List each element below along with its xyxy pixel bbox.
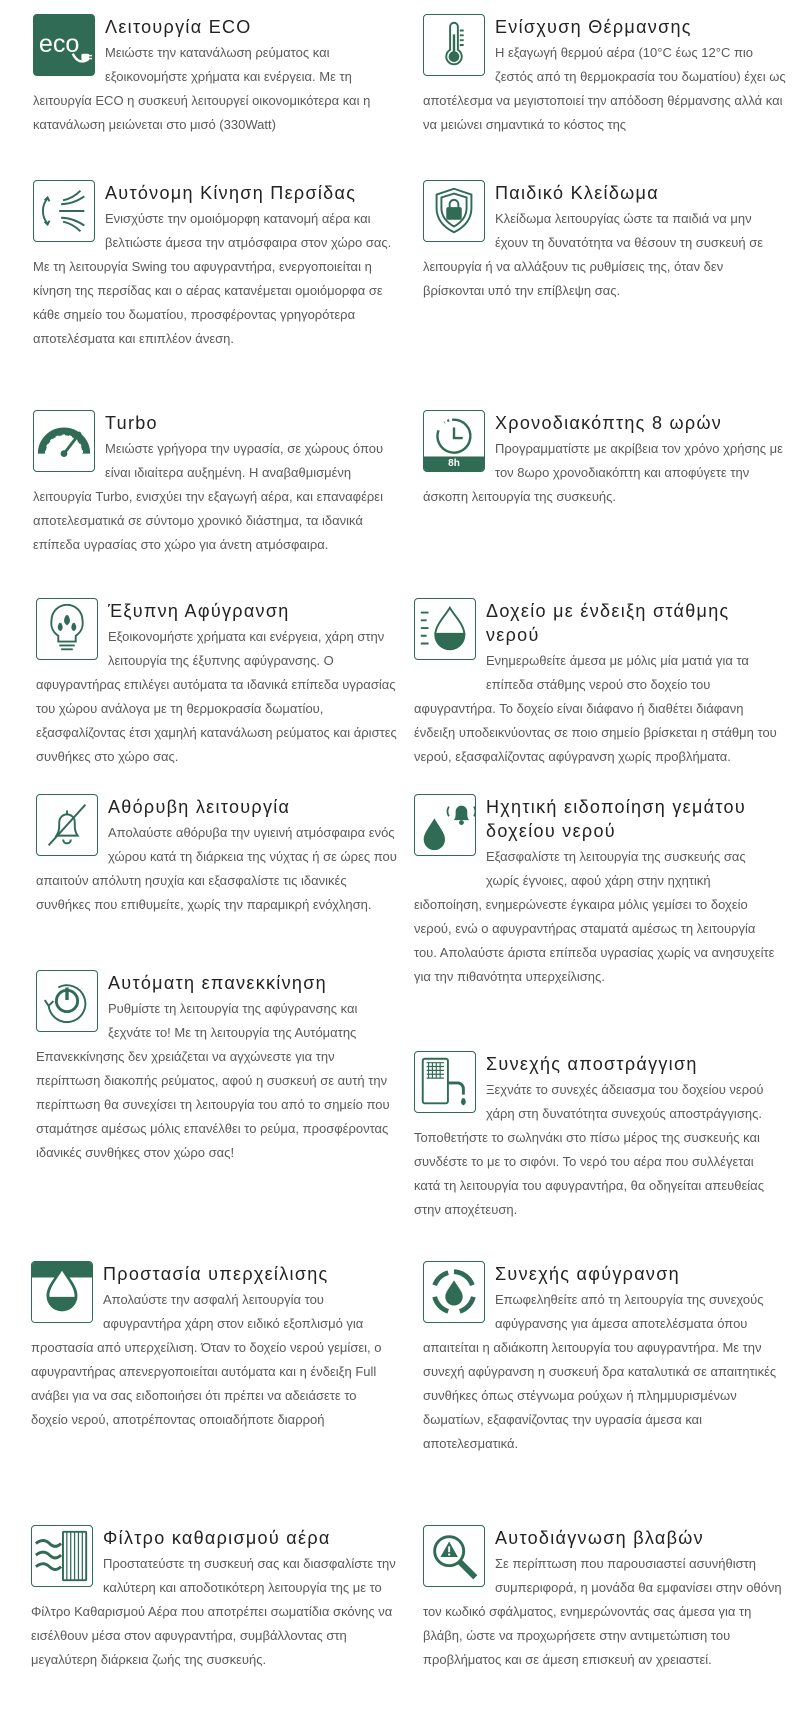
feature-description: Ρυθμίστε τη λειτουργία της αφύγρανσης και ξεχνάτε το! Με τη λειτουργία της Αυτόματης Επανεκκίνησης δεν χρειάζεται να αγχώνεστε για την περίπτωση διακοπής ρεύματος, αφού η συσκευή σε αυτή την περίπτωση θα συνεχίσει τη λειτουργία του από το σημείο που σταμάτησε αμέσως μόλις επανέλθει το ρεύμα, προσφέροντας ιδανικές συνθήκες στον χώρο σας! [36, 1001, 390, 1160]
thermometer-icon [423, 14, 485, 76]
power-restart-icon [36, 970, 98, 1032]
feature-title: Αυτόνομη Κίνηση Περσίδας [105, 183, 357, 203]
feature-title: Προστασία υπερχείλισης [103, 1264, 329, 1284]
feature-self-diagnosis [423, 1525, 788, 1672]
feature-eco [33, 14, 398, 137]
feature-title: Αυτόματη επανεκκίνηση [108, 973, 327, 993]
feature-water-level [414, 598, 779, 769]
feature-silent [36, 794, 401, 917]
feature-description: Μειώστε την κατανάλωση ρεύματος και εξοικονομήστε χρήματα και ενέργεια. Με τη λειτουργία ECO η συσκευή λειτουργεί οικονομικότερα και η κατανάλωση μειώνεται στο μισό (330Watt) [33, 45, 371, 132]
feature-title: Ηχητική ειδοποίηση γεμάτου δοχείου νερού [486, 797, 746, 841]
feature-description: Ενισχύστε την ομοιόμορφη κατανομή αέρα και βελτιώστε άμεσα την ατμόσφαιρα στον χώρο σας. Με τη λειτουργία Swing του αφυγραντήρα, ενεργοποιείται η κίνηση της περσίδας και ο αέρας κατανέμεται ομοιόμορφα σε κάθε σημείο του δωματίου, προσφέροντας γρηγορότερα αποτελέσματα και επιπλέον άνεση. [33, 211, 392, 346]
feature-swing [33, 180, 398, 351]
feature-continuous-dehumidification [423, 1261, 788, 1456]
feature-air-filter [31, 1525, 396, 1672]
feature-title: Αθόρυβη λειτουργία [108, 797, 291, 817]
feature-description: Κλείδωμα λειτουργίας ώστε τα παιδιά να μην έχουν τη δυνατότητα να θέσουν τη συσκευή σε λειτουργία ή να αλλάξουν τις ρυθμίσεις της, όταν δεν βρίσκονται υπό την επίβλεψη σας. [423, 211, 764, 298]
feature-timer [423, 410, 788, 509]
feature-description: Απολαύστε την ασφαλή λειτουργία του αφυγραντήρα χάρη στον ειδικό εξοπλισμό για προστασία από υπερχείλιση. Όταν το δοχείο νερού γεμίσει, ο αφυγραντήρας απενεργοποιείται αυτόματα και η ένδειξη Full ανάβει για να σας ειδοποιήσει ότι πρέπει να αδειάσετε το δοχείο νερού, αποτρέποντας οποιαδήποτε διαρροή [31, 1292, 382, 1427]
bell-off-icon [36, 794, 98, 856]
feature-overflow-protection [31, 1261, 396, 1432]
feature-title: Λειτουργία ECO [105, 17, 252, 37]
feature-description: Απολαύστε αθόρυβα την υγιεινή ατμόσφαιρα ενός χώρου κατά τη διάρκεια της νύχτας ή σε ώρες που απαιτούν απόλυτη ησυχία και εξασφαλίστε τις ιδανικές συνθήκες που επιθυμείτε, χωρίς την παραμικρή ενόχληση. [36, 825, 397, 912]
feature-description: Σε περίπτωση που παρουσιαστεί ασυνήθιστη συμπεριφορά, η μονάδα θα εμφανίσει στην οθόνη τον κωδικό σφάλματος, ενημερώνοντάς σας άμεσα για τη βλάβη, ώστε να προχωρήσετε στην αντιμετώπιση του προβλήματος και σε άμεση επισκευή αν χρειαστεί. [423, 1556, 782, 1667]
feature-description: Προστατεύστε τη συσκευή σας και διασφαλίστε την καλύτερη και αποδοτικότερη λειτουργία της με το Φίλτρο Καθαρισμού Αέρα που αποτρέπει σωματίδια σκόνης να εισέλθουν μέσα στον αφυγραντήρα, συμβάλλοντας στη μεγαλύτερη διάρκεια ζωής της συσκευής. [31, 1556, 396, 1667]
feature-heating-boost [423, 14, 788, 137]
feature-description: Επωφεληθείτε από τη λειτουργία της συνεχούς αφύγρανσης για άμεσα αποτελέσματα όπου απαιτείται η αδιάκοπη λειτουργία του αφυγραντήρα. Με την συνεχή αφύγρανση η συσκευή δρα καταλυτικά σε απαιτητικές συνθήκες όπως στέγνωμα ρούχων ή πλημμυρισμένων δωματίων, εξαφανίζοντας την υγρασία άμεσα και αποτελεσματικά. [423, 1292, 777, 1451]
feature-title: Παιδικό Κλείδωμα [495, 183, 659, 203]
feature-title: Έξυπνη Αφύγρανση [108, 601, 290, 621]
feature-title: Φίλτρο καθαρισμού αέρα [103, 1528, 331, 1548]
feature-title: Χρονοδιακόπτης 8 ωρών [495, 413, 723, 433]
feature-title: Turbo [105, 413, 158, 433]
feature-description: Η εξαγωγή θερμού αέρα (10°C έως 12°C πιο ζεστός από τη θερμοκρασία του δωματίου) έχει ως αποτέλεσμα να μεγιστοποιεί την απόδοση θέρμανσης αλλά και να μειώνει σημαντικά το κόστος της [423, 45, 786, 132]
swing-airflow-icon [33, 180, 95, 242]
overflow-drop-icon [31, 1261, 93, 1323]
feature-title: Ενίσχυση Θέρμανσης [495, 17, 692, 37]
feature-title: Συνεχής αφύγρανση [495, 1264, 680, 1284]
timer-8h-icon [423, 410, 485, 472]
feature-description: Ξεχνάτε το συνεχές άδειασμα του δοχείου νερού χάρη στη δυνατότητα συνεχούς αποστράγγισης. Τοποθετήστε το σωληνάκι στο πίσω μέρος της συσκευής και συνδέστε το με το σιφόνι. Το νερό του αέρα που συλλέγεται κατά τη λειτουργία του αφυγραντήρα, θα οδηγείται απευθείας στην αποχέτευση. [414, 1082, 764, 1217]
shield-lock-icon [423, 180, 485, 242]
feature-description: Εξασφαλίστε τη λειτουργία της συσκευής σας χωρίς έγνοιες, αφού χάρη στην ηχητική ειδοποίηση, ενημερώνεστε έγκαιρα μόλις γεμίσει το δοχείο νερού, ενώ ο αφυγραντήρας σταματά αμέσως τη λειτουργία του. Απολαύστε άριστα επίπεδα υγρασίας χωρίς να ανησυχείτε για την πιθανότητα υπερχείλισης. [414, 849, 775, 984]
water-level-icon [414, 598, 476, 660]
feature-description: Προγραμματίστε με ακρίβεια τον χρόνο χρήσης με τον 8ωρο χρονοδιακόπτη και αποφύγετε την άσκοπη λειτουργία της συσκευής. [423, 441, 783, 504]
eco-plug-icon [33, 14, 95, 76]
feature-smart-dehumidification [36, 598, 401, 769]
feature-auto-restart [36, 970, 401, 1165]
feature-turbo [33, 410, 398, 557]
smart-bulb-drops-icon [36, 598, 98, 660]
feature-description: Εξοικονομήστε χρήματα και ενέργεια, χάρη στην λειτουργία της έξυπνης αφύγρανσης. Ο αφυγραντήρας επιλέγει αυτόματα τα ιδανικά επίπεδα υγρασίας του χώρου ανάλογα με τη θερμοκρασία δωματίου, εξασφαλίζοντας έτσι χαμηλή κατανάλωση ρεύματος και άριστες συνθήκες στο χώρο σας. [36, 629, 397, 764]
cycle-drop-icon [423, 1261, 485, 1323]
feature-description: Ενημερωθείτε άμεσα με μόλις μία ματιά για τα επίπεδα στάθμης νερού στο δοχείο του αφυγραντήρα. Το δοχείο είναι διάφανο ή διαθέτει διάφανη ένδειξη υποδεικνύοντας σε ποιο σημείο βρίσκεται η στάθμη του νερού, εξασφαλίζοντας αφύγρανση χωρίς προβλήματα. [414, 653, 777, 764]
feature-full-tank-alarm [414, 794, 779, 989]
diagnostic-search-icon [423, 1525, 485, 1587]
svg-text:eco: eco [38, 29, 80, 58]
air-filter-icon [31, 1525, 93, 1587]
drop-bell-icon [414, 794, 476, 856]
feature-title: Συνεχής αποστράγγιση [486, 1054, 698, 1074]
feature-child-lock [423, 180, 788, 303]
timer-label: 8h [448, 458, 460, 469]
feature-title: Αυτοδιάγνωση βλαβών [495, 1528, 704, 1548]
feature-description: Μειώστε γρήγορα την υγρασία, σε χώρους όπου είναι ιδιαίτερα αυξημένη. Η αναβαθμισμένη λειτουργία Turbo, ενισχύει την εξαγωγή αέρα, και επαναφέρει αποτελεσματικά σε σύντομο χρονικό διάστημα, τα ιδανικά επίπεδα υγρασίας στο χώρο για άνετη ατμόσφαιρα. [33, 441, 384, 552]
speedometer-icon [33, 410, 95, 472]
feature-continuous-drain [414, 1051, 779, 1222]
continuous-drain-icon [414, 1051, 476, 1113]
feature-title: Δοχείο με ένδειξη στάθμης νερού [486, 601, 730, 645]
